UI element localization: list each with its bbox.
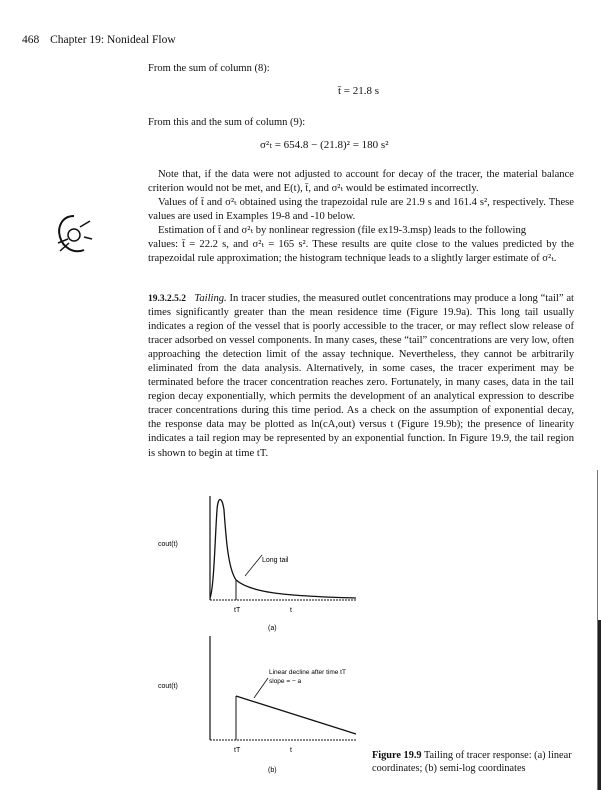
note-adjustment: Note that, if the data were not adjusted to account for decay of the tracer, the material balance criterion would not be met, and E(t), t̄, and σ²ₜ would be estimated incorrectly.	[148, 169, 574, 195]
section-title: Tailing.	[194, 293, 227, 304]
panel-a-tick-tT: tT	[234, 607, 241, 614]
panel-a-label: (a)	[268, 625, 277, 632]
equation-variance: σ²ₜ = 654.8 − (21.8)² = 180 s²	[260, 139, 389, 151]
panel-b-annotation-1: Linear decline after time tT	[269, 669, 346, 676]
section-body: In tracer studies, the measured outlet concentrations may produce a long “tail” at times significantly greater than the mean residence time (Figure 19.9a). This long tail usually indicates a region of the vessel that is poorly accessible to the tracer, or may reflect slow release of tracer adsorbed on vessel components. In many cases, these “tail” concentrations are very low, often approaching the detection limit of the assay technique. Nevertheless, they cannot be arbitrarily eliminated from the data analysis. Alternatively, in some cases, the tracer experiment may be terminated before the tracer concentration reaches zero. Fortunately, in many cases, data in the tail region decay exponentially, which permits the development of an analytical expression to describe tracer concentrations during this time period. As a check on the assumption of exponential decay, the response data may be plotted as ln(cA,out) versus t (Figure 19.9b); the presence of linearity indicates a tail region may be represented by an exponential function. In Figure 19.9, the tail region is shown to begin at time tT.	[148, 293, 575, 459]
scan-edge-shadow	[594, 470, 601, 790]
tailing-paragraph	[148, 292, 574, 461]
note-regression-b: values: t̄ = 22.2 s, and σ²ₜ = 165 s². These results are quite close to the values predicted by the trapezoidal rule approximation; the histogram technique leads to a slightly larger estimate of σ²ₜ.	[148, 239, 574, 265]
panel-b	[158, 636, 356, 774]
panel-a-annotation: Long tail	[262, 557, 289, 564]
panel-a-response-curve	[210, 500, 356, 599]
panel-b-tick-t: t	[290, 747, 292, 754]
panel-b-tick-tT: tT	[234, 747, 241, 754]
computer-disk-icon	[54, 213, 94, 259]
note-regression-a: Estimation of t̄ and σ²ₜ by nonlinear regression (file ex19-3.msp) leads to the following	[158, 225, 527, 237]
note-trapezoidal: Values of t̄ and σ²ₜ obtained using the trapezoidal rule are 21.9 s and 161.4 s², respectively. These values are used in Examples 19-8 and -10 below.	[148, 197, 574, 223]
equation-mean-time: t̄ = 21.8 s	[338, 85, 380, 97]
panel-a-annotation-leader	[245, 555, 262, 576]
panel-b-label: (b)	[268, 767, 277, 774]
page-number: 468	[22, 34, 40, 46]
figure-19-9	[158, 488, 370, 778]
figure-caption	[372, 749, 584, 775]
tailing-section	[148, 292, 574, 461]
panel-a-ylabel: cout(t)	[158, 541, 178, 548]
panel-b-ylabel: cout(t)	[158, 683, 178, 690]
running-header	[22, 34, 176, 46]
panel-b-linear-tail	[236, 696, 356, 734]
section-number: 19.3.2.5.2	[148, 294, 186, 304]
sentence-column-9: From this and the sum of column (9):	[148, 117, 306, 128]
caption-text: Tailing of tracer response: (a) linear coordinates; (b) semi-log coordinates	[372, 750, 572, 774]
panel-b-annotation-leader	[254, 678, 268, 698]
chapter-label: Chapter 19:	[50, 34, 105, 46]
panel-b-annotation-2: slope = − a	[269, 678, 302, 685]
caption-label: Figure 19.9	[372, 750, 422, 761]
chapter-title: Nonideal Flow	[106, 34, 176, 46]
panel-a	[158, 496, 356, 632]
panel-a-tick-t: t	[290, 607, 292, 614]
notes-block	[148, 168, 574, 266]
sentence-column-8: From the sum of column (8):	[148, 63, 270, 74]
